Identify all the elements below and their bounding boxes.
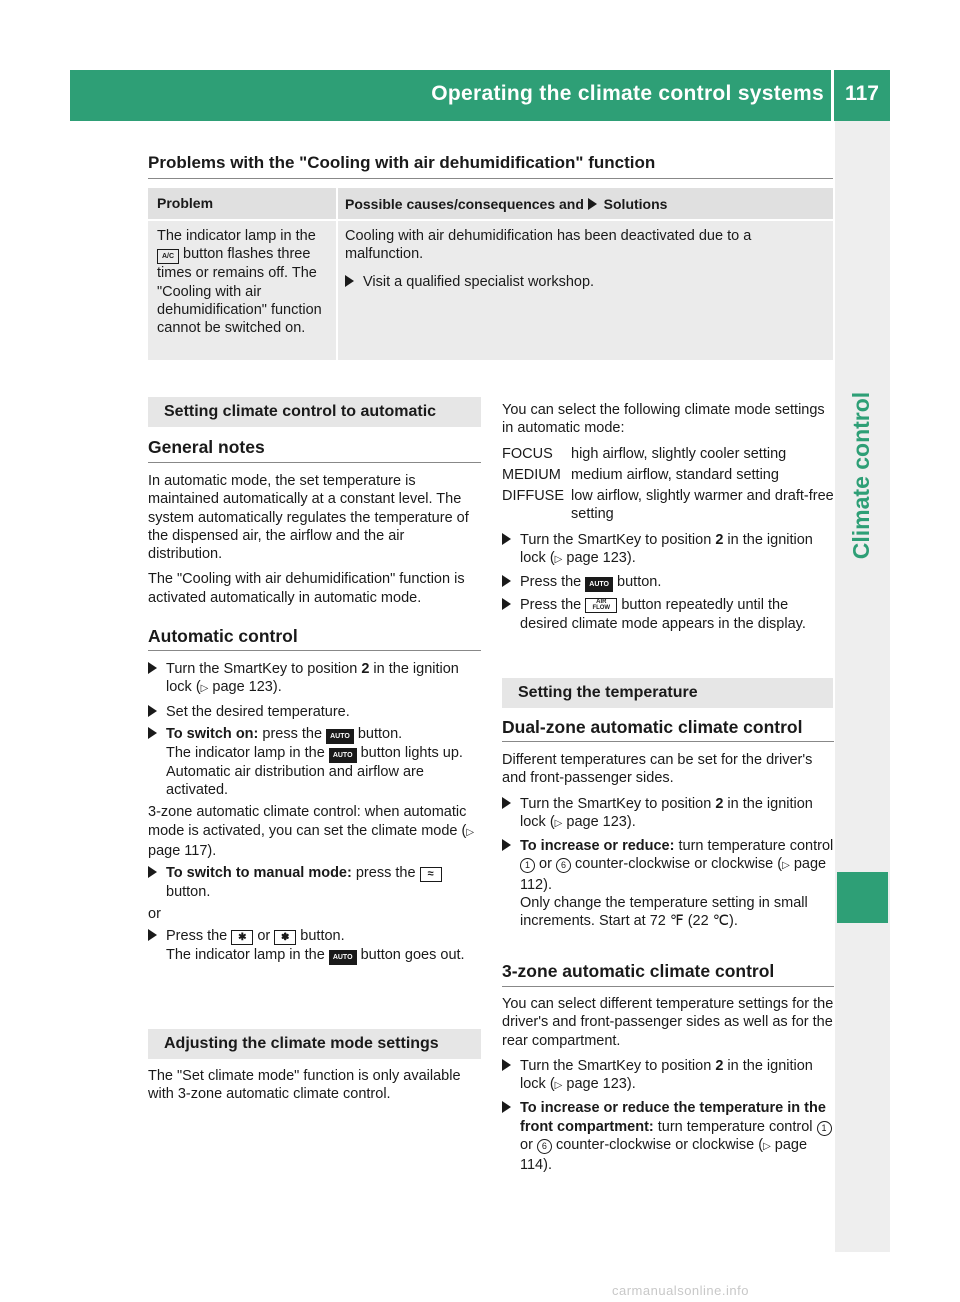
control-6-icon: 6 xyxy=(537,1139,552,1154)
cause-text: Cooling with air dehumidification has been deactivated due to a malfunction. xyxy=(345,228,752,263)
watermark: carmanualsonline.info xyxy=(612,1283,749,1298)
arrow-icon xyxy=(148,864,160,882)
step-item xyxy=(502,1099,834,1174)
step-text: turn temperature control xyxy=(678,838,834,855)
auto-section-header: Setting climate control to automatic xyxy=(148,397,481,427)
or-text: or xyxy=(148,905,161,922)
temperature-section-header: Setting the temperature xyxy=(502,678,833,708)
arrow-icon xyxy=(345,273,357,291)
three-zone-title: 3-zone automatic climate control xyxy=(502,961,775,981)
ref-triangle-icon: ▷ xyxy=(763,1141,771,1153)
arrow-icon xyxy=(148,660,160,678)
arrow-icon xyxy=(148,927,160,945)
ref-triangle-icon: ▷ xyxy=(554,817,563,829)
arrow-icon xyxy=(502,795,514,813)
mode-desc: low airflow, slightly warmer and draft-free setting xyxy=(571,488,834,523)
row-divider xyxy=(148,219,833,221)
mode-desc: medium airflow, standard setting xyxy=(571,466,779,483)
side-tab-label-wrap xyxy=(836,300,888,650)
manual-mode-button-icon: ≈ xyxy=(420,867,442,882)
step-text: Press the xyxy=(520,574,582,591)
step-item xyxy=(502,596,834,633)
solution-text: Visit a qualified specialist workshop. xyxy=(363,273,595,290)
step-item xyxy=(148,927,481,964)
page-ref[interactable]: page 123). xyxy=(566,550,636,567)
mode-term: DIFFUSE xyxy=(502,488,565,505)
page-ref[interactable]: page 123). xyxy=(212,679,282,696)
step-item xyxy=(502,795,834,834)
arrow-icon xyxy=(502,531,514,549)
step-text: in the ignition lock ( xyxy=(520,795,813,830)
ref-triangle-icon: ▷ xyxy=(554,1080,563,1092)
arrow-icon xyxy=(502,837,514,855)
step-text: Turn the SmartKey to position xyxy=(166,661,358,677)
column-divider xyxy=(336,188,338,360)
page-number: 117 xyxy=(845,82,879,105)
side-tab xyxy=(835,121,890,1252)
header-causes-label: Possible causes/consequences and xyxy=(345,196,584,212)
arrow-icon xyxy=(502,573,514,591)
step-bold: 2 xyxy=(715,1057,724,1074)
ac-button-icon: A/C xyxy=(157,249,179,264)
step-text: Turn the SmartKey to position xyxy=(520,531,712,548)
step-text: in the ignition lock ( xyxy=(166,661,459,696)
solution-step xyxy=(345,273,827,291)
step-text: press the xyxy=(355,865,416,882)
rule xyxy=(502,986,834,987)
header-divider xyxy=(831,70,834,121)
fan-high-button-icon: ✽ xyxy=(274,930,296,945)
step-bold: 2 xyxy=(715,795,724,812)
header-solutions-label: Solutions xyxy=(603,196,668,212)
side-tab-marker xyxy=(837,872,888,923)
step-note: Only change the temperature setting in small increments. Start at 72 ℉ (22 ℃). xyxy=(520,895,808,930)
note-text: 3-zone automatic climate control: when automatic mode is activated, you can set the climate mode ( xyxy=(148,804,467,839)
ref-triangle-icon: ▷ xyxy=(466,826,475,838)
step-text: button repeatedly until the desired climate mode appears in the display. xyxy=(520,597,806,632)
page-ref[interactable]: page 123). xyxy=(566,813,636,830)
problem-text-1: The indicator lamp in the xyxy=(157,228,316,244)
step-bold: To increase or reduce: xyxy=(520,838,675,855)
rule xyxy=(502,741,834,742)
step-text: in the ignition lock ( xyxy=(520,1057,813,1093)
step-item xyxy=(502,837,834,930)
three-zone-text xyxy=(502,995,834,1175)
solution-cell xyxy=(345,227,827,291)
step-text: button goes out. xyxy=(360,946,465,963)
header-causes-solutions xyxy=(345,196,667,212)
problems-table xyxy=(148,188,833,360)
airflow-button-icon: AIR FLOW xyxy=(585,598,617,613)
rule xyxy=(148,650,481,651)
dual-zone-text xyxy=(502,751,834,931)
adjust-section-header: Adjusting the climate mode settings xyxy=(148,1029,481,1059)
step-text: Turn the SmartKey to position xyxy=(520,795,712,812)
step-text: or xyxy=(539,856,552,873)
step-text: in the ignition lock ( xyxy=(520,531,813,567)
step-bold: 2 xyxy=(361,661,370,677)
automatic-control-title: Automatic control xyxy=(148,626,298,646)
ref-triangle-icon: ▷ xyxy=(200,683,209,695)
automatic-control-steps xyxy=(148,660,481,965)
arrow-icon xyxy=(502,596,514,614)
page-ref[interactable]: page 112). xyxy=(520,856,827,893)
left-column-text xyxy=(148,472,481,607)
step-text: or xyxy=(520,1137,533,1154)
step-item xyxy=(148,725,481,800)
problem-text-2: button flashes three times or remains off. The "Cooling with air dehumidification" function cannot be switched on. xyxy=(157,246,322,337)
step-text: turn temperature control xyxy=(657,1118,813,1135)
page-ref[interactable]: page 123). xyxy=(566,1076,636,1093)
arrow-icon xyxy=(148,725,160,743)
step-text: button. xyxy=(300,928,345,945)
step-item xyxy=(148,660,481,699)
step-text: The indicator lamp in the xyxy=(166,744,325,761)
problem-cell xyxy=(157,227,333,337)
section-rule xyxy=(148,178,833,179)
mode-term: MEDIUM xyxy=(502,466,561,483)
dual-zone-title: Dual-zone automatic climate control xyxy=(502,717,803,737)
step-text: The indicator lamp in the xyxy=(166,946,325,963)
rule xyxy=(148,462,481,463)
arrow-icon xyxy=(148,703,160,721)
step-text: or xyxy=(257,928,271,945)
step-bold: 2 xyxy=(715,531,724,548)
step-text: Set the desired temperature. xyxy=(166,703,350,720)
step-text: button. xyxy=(357,725,403,742)
step-bold: To increase or reduce the temperature in the front compartment: xyxy=(520,1100,826,1135)
right-column-text xyxy=(502,401,834,633)
mode-term: FOCUS xyxy=(502,445,553,462)
step-text: Press the xyxy=(166,928,228,945)
general-notes-p2: The "Cooling with air dehumidification" function is activated automatically in automatic mode. xyxy=(148,571,465,606)
problems-section-title: Problems with the "Cooling with air dehumidification" function xyxy=(148,153,656,172)
control-1-icon: 1 xyxy=(817,1121,832,1136)
general-notes-title: General notes xyxy=(148,437,265,457)
ref-triangle-icon: ▷ xyxy=(782,860,790,872)
arrow-icon xyxy=(588,196,600,212)
auto-button-icon: AUTO xyxy=(329,748,357,763)
step-text: button. xyxy=(166,883,211,900)
step-item xyxy=(148,703,481,721)
step-item xyxy=(502,531,834,570)
header-problem: Problem xyxy=(157,195,214,211)
step-text: button. xyxy=(617,574,662,591)
page-ref[interactable]: page 114). xyxy=(520,1137,808,1174)
step-text: Turn the SmartKey to position xyxy=(520,1057,712,1074)
auto-button-icon: AUTO xyxy=(585,577,613,592)
page-title: Operating the climate control systems xyxy=(431,82,824,105)
step-text: button lights up. Automatic air distribution and airflow are activated. xyxy=(166,744,463,799)
step-text: counter-clockwise or clockwise ( xyxy=(555,1137,764,1154)
control-6-icon: 6 xyxy=(556,858,571,873)
arrow-icon xyxy=(502,1057,514,1075)
step-text: Press the xyxy=(520,597,582,614)
step-text: counter-clockwise or clockwise ( xyxy=(575,856,783,873)
step-bold: To switch on: xyxy=(166,725,259,742)
side-tab-label: Climate control xyxy=(848,391,875,559)
three-zone-paragraph: You can select different temperature settings for the driver's and front-passenger sides as well as for the rear compartment. xyxy=(502,996,834,1049)
step-item xyxy=(502,1057,834,1096)
threezone-note xyxy=(148,803,481,860)
page-ref[interactable]: page 117). xyxy=(148,843,217,860)
mode-row xyxy=(502,487,834,524)
auto-button-icon: AUTO xyxy=(326,729,354,744)
dual-zone-paragraph: Different temperatures can be set for the driver's and front-passenger sides. xyxy=(502,752,813,787)
adjust-text: The "Set climate mode" function is only available with 3-zone automatic climate control. xyxy=(148,1068,461,1103)
mode-row xyxy=(502,445,834,463)
ref-triangle-icon: ▷ xyxy=(554,554,563,566)
fan-low-button-icon: ✱ xyxy=(231,930,253,945)
mode-row xyxy=(502,466,834,484)
step-item xyxy=(148,864,481,901)
climate-mode-intro: You can select the following climate mode settings in automatic mode: xyxy=(502,402,825,437)
arrow-icon xyxy=(502,1099,514,1117)
control-1-icon: 1 xyxy=(520,858,535,873)
mode-desc: high airflow, slightly cooler setting xyxy=(571,445,787,462)
step-item xyxy=(502,573,834,592)
auto-button-icon: AUTO xyxy=(329,950,357,965)
step-text: press the xyxy=(262,725,323,742)
general-notes-p1: In automatic mode, the set temperature is maintained automatically at a constant level. The system automatically regulates the temperature of the dispensed air, the airflow and the air distribution. xyxy=(148,473,469,563)
step-bold: To switch to manual mode: xyxy=(166,865,352,882)
